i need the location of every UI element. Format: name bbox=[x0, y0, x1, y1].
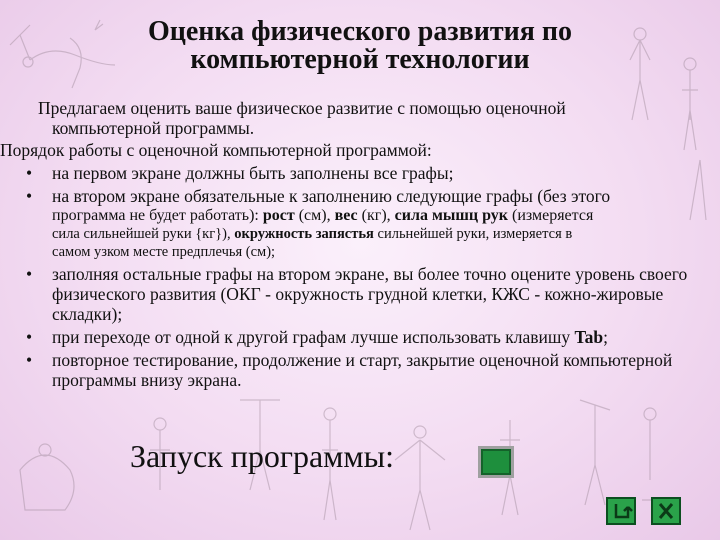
bullet-symbol: • bbox=[26, 163, 33, 183]
bullet-2-text: программа не будет работать): bbox=[52, 207, 263, 224]
list-item bbox=[0, 163, 712, 183]
launch-program-label: Запуск программы: bbox=[130, 438, 395, 474]
return-arrow-icon bbox=[608, 499, 634, 523]
bullet-2-okr: окружность запястья bbox=[234, 226, 374, 242]
intro-line-2: компьютерной программы. bbox=[52, 118, 255, 138]
intro-line-1: Предлагаем оценить ваше физическое развитие с помощью оценочной bbox=[38, 98, 566, 118]
list-item bbox=[0, 350, 712, 390]
bullet-2-line-2 bbox=[52, 206, 712, 225]
tab-key-label: Tab bbox=[574, 327, 604, 347]
launch-program-button[interactable] bbox=[478, 446, 514, 478]
title-line-2: компьютерной технологии bbox=[190, 44, 530, 75]
bullet-2-ves-unit: (кг), bbox=[357, 207, 395, 224]
page-title bbox=[0, 18, 720, 74]
bullet-4-text-b: ; bbox=[603, 327, 608, 347]
list-item bbox=[0, 327, 712, 347]
return-button[interactable] bbox=[606, 497, 636, 525]
instructions-text bbox=[0, 98, 712, 390]
bullet-2-sila: сила мышц рук bbox=[394, 207, 508, 224]
bullet-5-text: повторное тестирование, продолжение и старт, закрытие оценочной компьютерной программы внизу экрана. bbox=[52, 350, 673, 390]
bullet-4-text-a: при переходе от одной к другой графам лучше использовать клавишу bbox=[52, 327, 575, 347]
bullet-symbol: • bbox=[26, 350, 33, 370]
bullet-2-line-4: самом узком месте предплечья (см); bbox=[52, 244, 276, 260]
close-button[interactable] bbox=[651, 497, 681, 525]
bullet-3-text: заполняя остальные графы на втором экране, вы более точно оцените уровень своего физического развития (ОКГ - окружность грудной клетки, КЖС - кожно-жировые складки); bbox=[52, 264, 688, 324]
bullet-2-ves: вес bbox=[334, 207, 358, 224]
bullet-2-line-3-a: сила сильнейшей руки {кг}), bbox=[52, 226, 235, 242]
order-heading: Порядок работы с оценочной компьютерной программой: bbox=[0, 140, 432, 160]
bullet-2-line-3 bbox=[52, 225, 712, 243]
list-item bbox=[0, 264, 712, 324]
bullet-2-sila-note: (измеряется bbox=[507, 207, 594, 224]
title-line-1: Оценка физического развития по bbox=[147, 16, 573, 47]
bullet-1-text: на первом экране должны быть заполнены все графы; bbox=[52, 163, 454, 183]
bullet-symbol: • bbox=[26, 186, 33, 206]
bullet-symbol: • bbox=[26, 264, 33, 284]
bullet-2-rost: рост bbox=[262, 207, 295, 224]
bullet-2-line-3-b: сильнейшей руки, измеряется в bbox=[373, 226, 573, 242]
bullet-2-rost-unit: (см), bbox=[294, 207, 335, 224]
instructions-list bbox=[0, 163, 712, 390]
list-item bbox=[0, 186, 712, 261]
bullet-symbol: • bbox=[26, 327, 33, 347]
close-x-icon bbox=[653, 499, 679, 523]
bullet-2-line-1: на втором экране обязательные к заполнению следующие графы (без этого bbox=[52, 186, 611, 206]
